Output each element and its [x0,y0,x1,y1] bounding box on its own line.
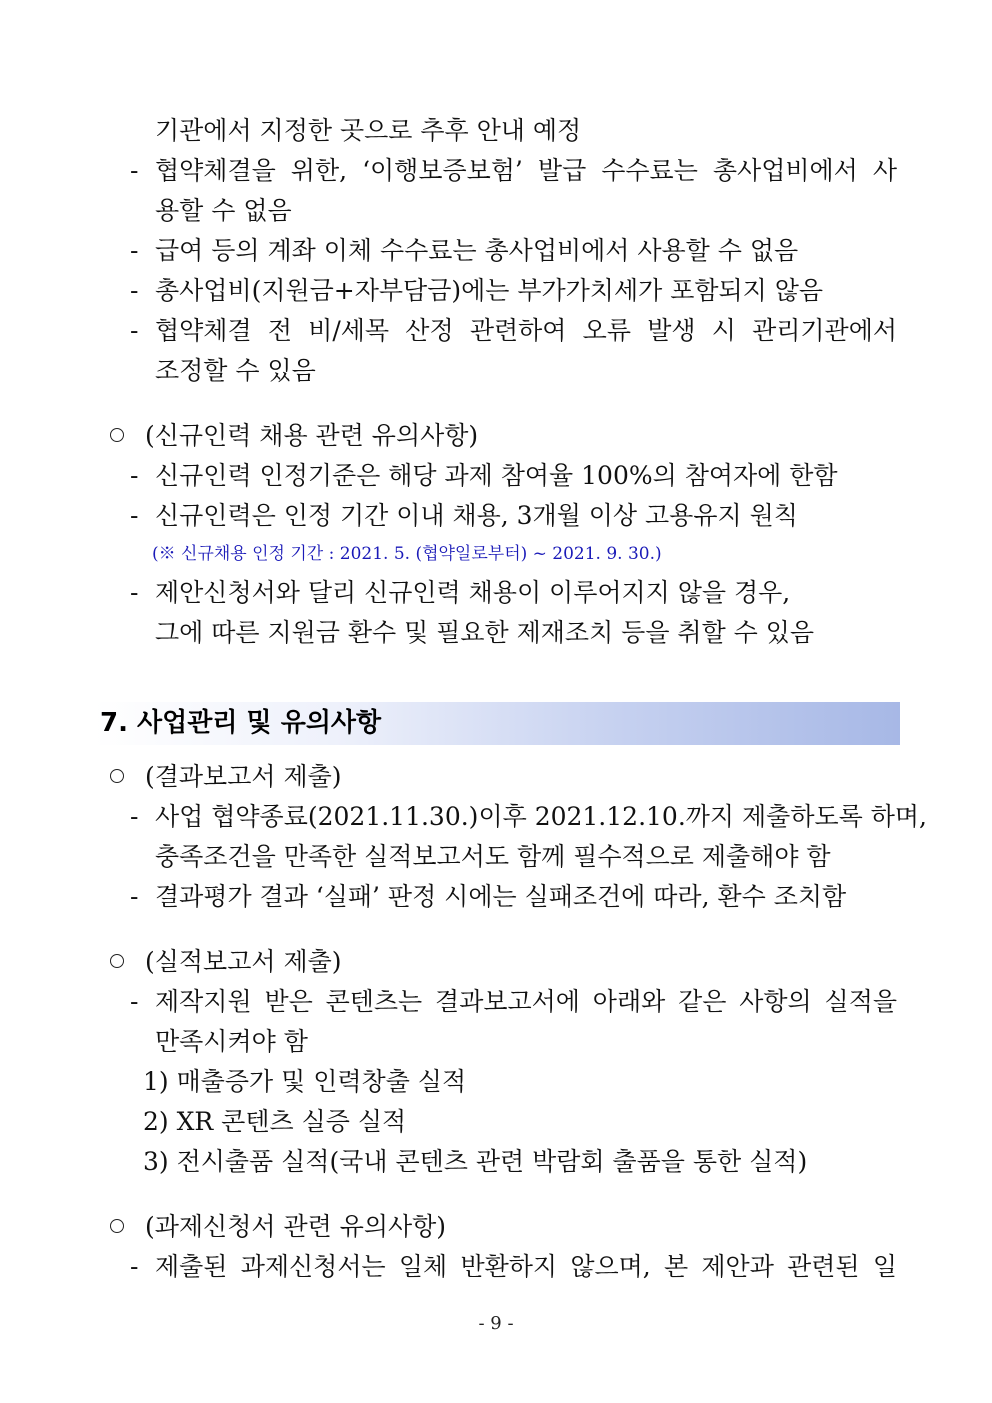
text-line: 충족조건을 만족한 실적보고서도 함께 필수적으로 제출해야 함 [155,842,831,871]
circle-bullet-icon [110,769,124,783]
text-line: 조정할 수 있음 [155,356,316,385]
dash-bullet: - [130,276,139,305]
text-line: 만족시켜야 함 [155,1027,308,1056]
text-line: 용할 수 없음 [155,196,292,225]
circle-bullet-icon [110,428,124,442]
text-line: 급여 등의 계좌 이체 수수료는 총사업비에서 사용할 수 없음 [155,236,799,265]
numbered-item: 2) XR 콘텐츠 실증 실적 [143,1107,407,1136]
section-title: (결과보고서 제출) [145,762,342,791]
numbered-item: 1) 매출증가 및 인력창출 실적 [143,1067,467,1096]
section-title: (과제신청서 관련 유의사항) [145,1212,447,1241]
text-line: 제출된 과제신청서는 일체 반환하지 않으며, 본 제안과 관련된 일 [155,1252,897,1281]
section-title: (신규인력 채용 관련 유의사항) [145,421,479,450]
text-line: 총사업비(지원금+자부담금)에는 부가가치세가 포함되지 않음 [155,276,824,305]
dash-bullet: - [130,156,139,185]
text-line: 기관에서 지정한 곳으로 추후 안내 예정 [155,116,582,145]
text-line: 사업 협약종료(2021.11.30.)이후 2021.12.10.까지 제출하도록 하며, [155,802,927,831]
dash-bullet: - [130,236,139,265]
note-text: (※ 신규채용 인정 기간 : 2021. 5. (협약일로부터) ~ 2021. 9. 30.) [152,544,662,564]
text-line: 협약체결 전 비/세목 산정 관련하여 오류 발생 시 관리기관에서 [155,316,897,345]
dash-bullet: - [130,316,139,345]
section-heading: 7. 사업관리 및 유의사항 [100,708,382,738]
dash-bullet: - [130,1252,139,1281]
numbered-item: 3) 전시출품 실적(국내 콘텐츠 관련 박람회 출품을 통한 실적) [143,1147,808,1176]
section-title: (실적보고서 제출) [145,947,342,976]
dash-bullet: - [130,501,139,530]
dash-bullet: - [130,987,139,1016]
dash-bullet: - [130,461,139,490]
text-line: 신규인력은 인정 기간 이내 채용, 3개월 이상 고용유지 원칙 [155,501,798,530]
page-number: - 9 - [478,1313,514,1334]
text-line: 제작지원 받은 콘텐츠는 결과보고서에 아래와 같은 사항의 실적을 [155,987,897,1016]
text-line: 신규인력 인정기준은 해당 과제 참여율 100%의 참여자에 한함 [155,461,838,490]
text-line: 그에 따른 지원금 환수 및 필요한 제재조치 등을 취할 수 있음 [155,618,815,647]
text-line: 협약체결을 위한, ‘이행보증보험’ 발급 수수료는 총사업비에서 사 [155,156,897,185]
circle-bullet-icon [110,1219,124,1233]
dash-bullet: - [130,882,139,911]
dash-bullet: - [130,578,139,607]
dash-bullet: - [130,802,139,831]
text-line: 제안신청서와 달리 신규인력 채용이 이루어지지 않을 경우, [155,578,791,607]
circle-bullet-icon [110,954,124,968]
text-line: 결과평가 결과 ‘실패’ 판정 시에는 실패조건에 따라, 환수 조치함 [155,882,847,911]
